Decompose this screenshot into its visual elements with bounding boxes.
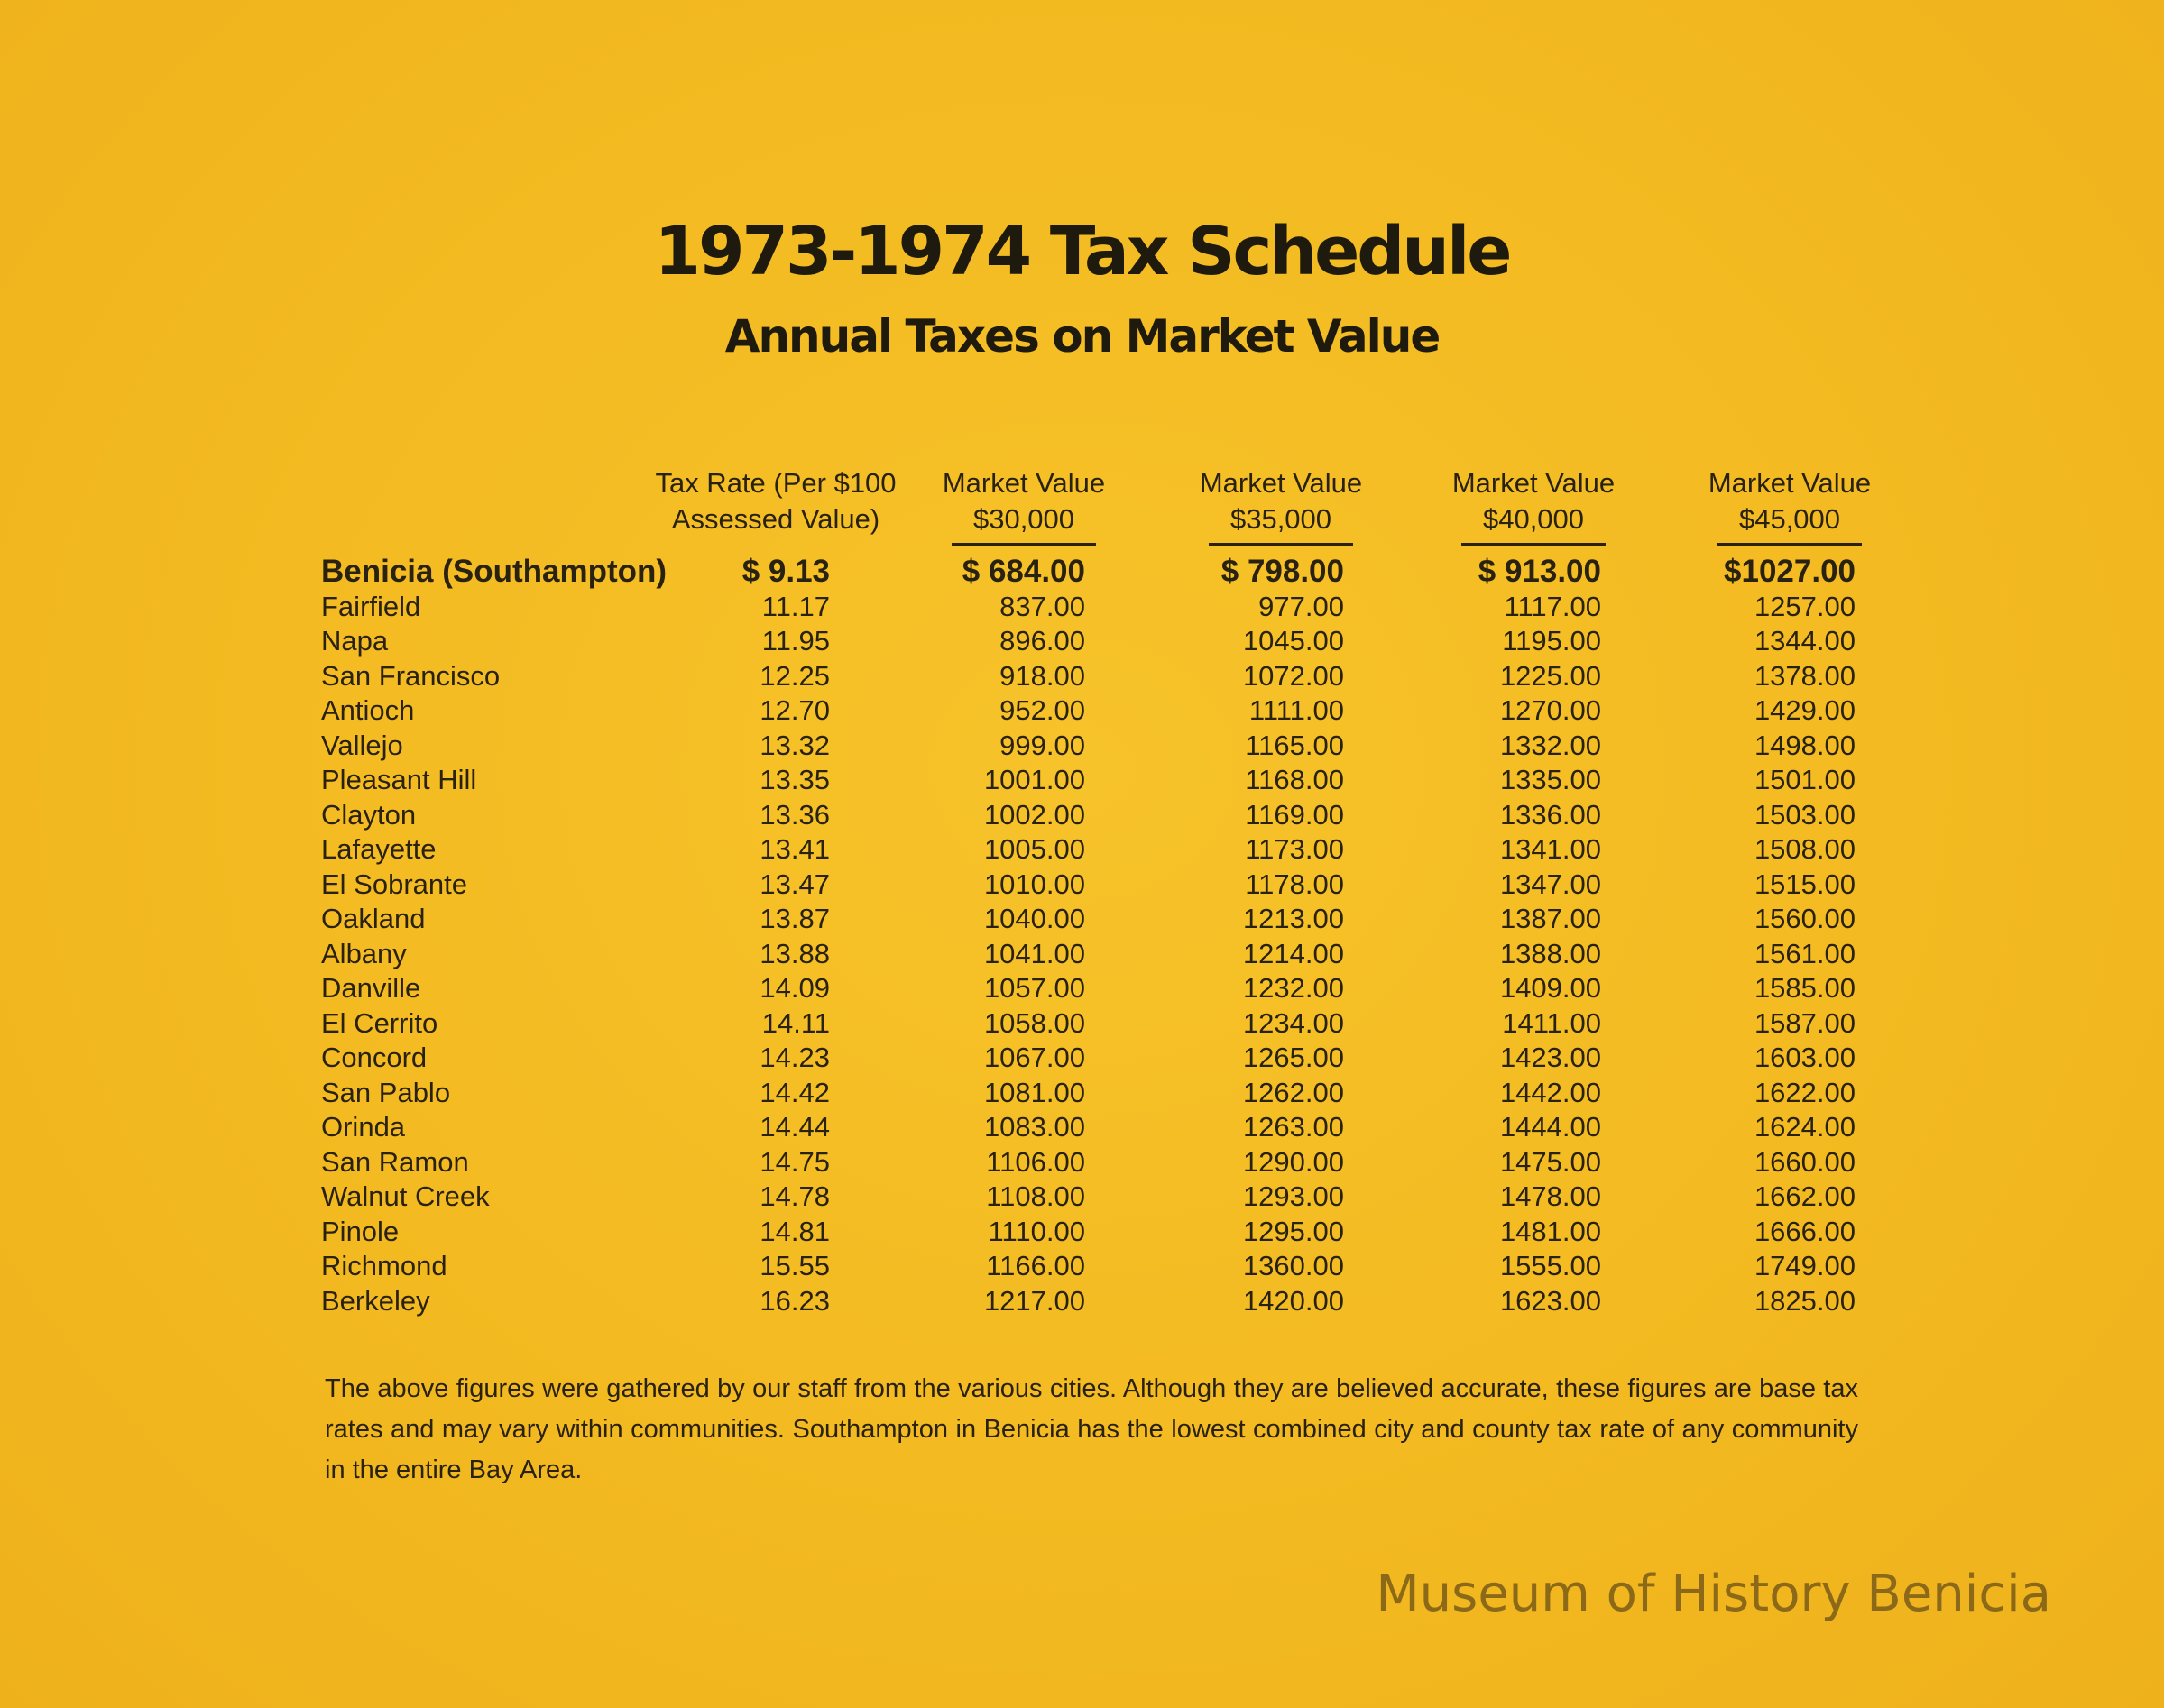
tax-40000-value: $ 913.00 (1478, 554, 1601, 589)
table-row (0, 1145, 2164, 1180)
tax-rate-value: 14.09 (760, 972, 830, 1004)
tax-30000-value: 1108.00 (986, 1180, 1085, 1212)
city-name: Oakland (321, 903, 426, 934)
tax-35000-value: 1295.00 (1242, 1215, 1344, 1247)
tax-30000-value: 1110.00 (988, 1215, 1085, 1247)
tax-rate-value: 13.35 (760, 764, 830, 795)
tax-rate-value: 13.88 (760, 937, 830, 969)
tax-45000-value: 1587.00 (1754, 1006, 1856, 1039)
tax-rate-value: 13.87 (760, 903, 830, 934)
table-row (0, 555, 2164, 589)
tax-40000-value: 1341.00 (1499, 833, 1601, 865)
tax-45000-value: 1561.00 (1754, 937, 1856, 969)
city-name: San Pablo (321, 1076, 451, 1108)
tax-40000-value: 1332.00 (1499, 729, 1601, 761)
tax-35000-value: 1072.00 (1242, 659, 1344, 692)
table-row (0, 1110, 2164, 1144)
city-name: Berkeley (321, 1284, 430, 1317)
tax-40000-value: 1387.00 (1499, 903, 1601, 934)
header-value-35000 (1173, 465, 1389, 546)
tax-35000-value: $ 798.00 (1220, 554, 1344, 589)
tax-30000-value: 837.00 (999, 590, 1085, 622)
table-row (0, 1076, 2164, 1110)
tax-40000-value: 1475.00 (1499, 1145, 1601, 1178)
tax-30000-value: 1040.00 (983, 903, 1085, 934)
tax-30000-value: 952.00 (999, 694, 1085, 726)
tax-30000-value: 1083.00 (983, 1111, 1085, 1143)
city-name: San Ramon (321, 1145, 469, 1178)
tax-45000-value: 1503.00 (1754, 798, 1856, 831)
table-row (0, 1249, 2164, 1283)
header-value-30000-underline (952, 543, 1096, 546)
tax-35000-value: 1045.00 (1242, 625, 1344, 657)
tax-30000-value: 1081.00 (983, 1076, 1085, 1108)
tax-30000-value: 1010.00 (983, 868, 1085, 900)
table-row (0, 659, 2164, 693)
tax-40000-value: 1555.00 (1499, 1250, 1601, 1281)
tax-35000-value: 1234.00 (1242, 1006, 1344, 1039)
tax-rate-value: $ 9.13 (741, 554, 830, 589)
city-name: Vallejo (321, 729, 403, 761)
tax-45000-value: 1622.00 (1754, 1076, 1856, 1108)
tax-30000-value: 1005.00 (983, 833, 1085, 865)
header-value-40000-underline (1461, 543, 1606, 546)
table-row (0, 1006, 2164, 1041)
tax-40000-value: 1347.00 (1499, 868, 1601, 900)
table-row (0, 729, 2164, 763)
tax-35000-value: 1265.00 (1242, 1042, 1344, 1073)
table-row (0, 1041, 2164, 1075)
tax-45000-value: 1501.00 (1754, 764, 1856, 795)
table-row (0, 798, 2164, 832)
tax-35000-value: 1173.00 (1245, 833, 1344, 865)
museum-watermark: Museum of History Benicia (1376, 1565, 2051, 1623)
tax-40000-value: 1270.00 (1499, 694, 1601, 726)
tax-35000-value: 1232.00 (1242, 972, 1344, 1004)
tax-rate-value: 14.42 (760, 1076, 830, 1108)
tax-35000-value: 1214.00 (1242, 937, 1344, 969)
city-name: Antioch (321, 694, 415, 726)
table-row (0, 624, 2164, 658)
table-row (0, 1215, 2164, 1249)
header-value-30000-line2: $30,000 (972, 503, 1075, 535)
tax-45000-value: 1378.00 (1754, 659, 1856, 692)
tax-30000-value: 1041.00 (983, 937, 1085, 969)
table-row (0, 937, 2164, 971)
tax-40000-value: 1335.00 (1499, 764, 1601, 795)
header-value-35000-line2: $35,000 (1229, 503, 1332, 535)
tax-rate-value: 14.23 (760, 1042, 830, 1073)
table-row (0, 971, 2164, 1006)
table-row (0, 868, 2164, 902)
footnote: The above figures were gathered by our staff from the various cities. Although they are believed accurate, these figures are base tax rates and may vary within communities. Southampton in Benicia has the lowest combined city and county tax rate of any community in the entire Bay Area. (325, 1374, 1858, 1484)
page-title: 1973-1974 Tax Schedule (654, 213, 1510, 290)
city-name: Walnut Creek (321, 1180, 490, 1212)
tax-30000-value: 1058.00 (983, 1006, 1085, 1039)
table-row (0, 832, 2164, 867)
city-name: Concord (321, 1042, 428, 1073)
tax-45000-value: 1515.00 (1754, 868, 1856, 900)
city-name: Pinole (321, 1215, 400, 1247)
table-row (0, 590, 2164, 624)
table-row (0, 1284, 2164, 1318)
tax-45000-value: 1660.00 (1754, 1145, 1856, 1178)
header-value-45000-line1: Market Value (1708, 467, 1872, 499)
tax-40000-value: 1411.00 (1502, 1006, 1601, 1039)
header-value-45000 (1681, 465, 1898, 546)
tax-40000-value: 1409.00 (1499, 972, 1601, 1004)
tax-rate-value: 12.70 (760, 694, 830, 726)
tax-rate-value: 11.95 (761, 625, 830, 657)
tax-35000-value: 1263.00 (1242, 1111, 1344, 1143)
tax-rate-value: 14.75 (760, 1145, 830, 1178)
tax-45000-value: 1429.00 (1754, 694, 1856, 726)
city-name: San Francisco (321, 659, 501, 692)
tax-rate-value: 14.11 (761, 1006, 830, 1039)
tax-40000-value: 1442.00 (1499, 1076, 1601, 1108)
city-name: Richmond (321, 1250, 447, 1281)
tax-30000-value: $ 684.00 (962, 554, 1085, 589)
tax-30000-value: 999.00 (999, 729, 1085, 761)
header-value-30000 (916, 465, 1132, 546)
tax-45000-value: 1666.00 (1754, 1215, 1856, 1247)
tax-30000-value: 1057.00 (983, 972, 1085, 1004)
header-value-45000-underline (1717, 543, 1862, 546)
table-row (0, 902, 2164, 936)
city-name: Benicia (Southampton) (321, 554, 668, 589)
tax-40000-value: 1225.00 (1499, 659, 1601, 692)
city-name: Albany (321, 937, 407, 969)
tax-35000-value: 1165.00 (1245, 729, 1344, 761)
tax-35000-value: 1213.00 (1242, 903, 1344, 934)
tax-40000-value: 1195.00 (1502, 625, 1601, 657)
tax-30000-value: 1002.00 (983, 798, 1085, 831)
city-name: Napa (321, 625, 389, 657)
header-value-35000-underline (1209, 543, 1353, 546)
header-tax-rate-line2: Assessed Value) (671, 503, 880, 535)
tax-35000-value: 977.00 (1258, 590, 1344, 622)
tax-rate-value: 13.47 (760, 868, 830, 900)
tax-40000-value: 1478.00 (1499, 1180, 1601, 1212)
header-value-40000-line1: Market Value (1451, 467, 1616, 499)
tax-rate-value: 11.17 (761, 590, 830, 622)
tax-45000-value: 1257.00 (1754, 590, 1856, 622)
table-row (0, 763, 2164, 797)
tax-45000-value: 1508.00 (1754, 833, 1856, 865)
tax-rate-value: 14.78 (760, 1180, 830, 1212)
tax-40000-value: 1623.00 (1499, 1284, 1601, 1317)
tax-35000-value: 1420.00 (1242, 1284, 1344, 1317)
header-tax-rate-line1: Tax Rate (Per $100 (655, 467, 897, 499)
tax-45000-value: 1603.00 (1754, 1042, 1856, 1073)
city-name: Fairfield (321, 590, 421, 622)
city-name: El Sobrante (321, 868, 467, 900)
tax-30000-value: 896.00 (999, 625, 1085, 657)
city-name: Orinda (321, 1111, 406, 1143)
tax-40000-value: 1481.00 (1499, 1215, 1601, 1247)
tax-45000-value: 1498.00 (1754, 729, 1856, 761)
tax-35000-value: 1293.00 (1242, 1180, 1344, 1212)
tax-30000-value: 1217.00 (983, 1284, 1085, 1317)
tax-35000-value: 1169.00 (1245, 798, 1344, 831)
header-tax-rate (640, 465, 911, 537)
city-name: Clayton (321, 798, 417, 831)
tax-30000-value: 1067.00 (983, 1042, 1085, 1073)
page-subtitle: Annual Taxes on Market Value (724, 310, 1440, 363)
tax-30000-value: 1001.00 (983, 764, 1085, 795)
tax-45000-value: 1662.00 (1754, 1180, 1856, 1212)
tax-30000-value: 1106.00 (986, 1145, 1085, 1178)
tax-45000-value: 1624.00 (1754, 1111, 1856, 1143)
city-name: Danville (321, 972, 421, 1004)
tax-40000-value: 1336.00 (1499, 798, 1601, 831)
tax-40000-value: 1388.00 (1499, 937, 1601, 969)
tax-rate-value: 12.25 (760, 659, 830, 692)
header-value-40000 (1425, 465, 1642, 546)
tax-45000-value: 1560.00 (1754, 903, 1856, 934)
tax-45000-value: 1749.00 (1754, 1250, 1856, 1281)
tax-35000-value: 1178.00 (1245, 868, 1344, 900)
tax-rate-value: 13.41 (760, 833, 830, 865)
tax-40000-value: 1444.00 (1499, 1111, 1601, 1143)
table-row (0, 693, 2164, 728)
tax-45000-value: $1027.00 (1724, 554, 1856, 589)
tax-30000-value: 1166.00 (986, 1250, 1085, 1281)
tax-rate-value: 14.81 (760, 1215, 830, 1247)
city-name: Pleasant Hill (321, 764, 477, 795)
tax-40000-value: 1423.00 (1499, 1042, 1601, 1073)
tax-rate-value: 15.55 (760, 1250, 830, 1281)
header-value-45000-line2: $45,000 (1738, 503, 1841, 535)
tax-45000-value: 1344.00 (1754, 625, 1856, 657)
tax-rate-value: 14.44 (760, 1111, 830, 1143)
tax-30000-value: 918.00 (999, 659, 1085, 692)
table-row (0, 1180, 2164, 1214)
city-name: Lafayette (321, 833, 437, 865)
tax-45000-value: 1585.00 (1754, 972, 1856, 1004)
tax-35000-value: 1360.00 (1242, 1250, 1344, 1281)
header-value-40000-line2: $40,000 (1482, 503, 1585, 535)
header-value-35000-line1: Market Value (1199, 467, 1363, 499)
header-value-30000-line1: Market Value (942, 467, 1106, 499)
tax-rate-value: 16.23 (760, 1284, 830, 1317)
tax-35000-value: 1168.00 (1245, 764, 1344, 795)
tax-35000-value: 1290.00 (1242, 1145, 1344, 1178)
tax-35000-value: 1262.00 (1242, 1076, 1344, 1108)
tax-40000-value: 1117.00 (1504, 590, 1601, 622)
tax-45000-value: 1825.00 (1754, 1284, 1856, 1317)
tax-rate-value: 13.32 (760, 729, 830, 761)
tax-35000-value: 1111.00 (1248, 694, 1344, 726)
city-name: El Cerrito (321, 1006, 438, 1039)
tax-rate-value: 13.36 (760, 798, 830, 831)
